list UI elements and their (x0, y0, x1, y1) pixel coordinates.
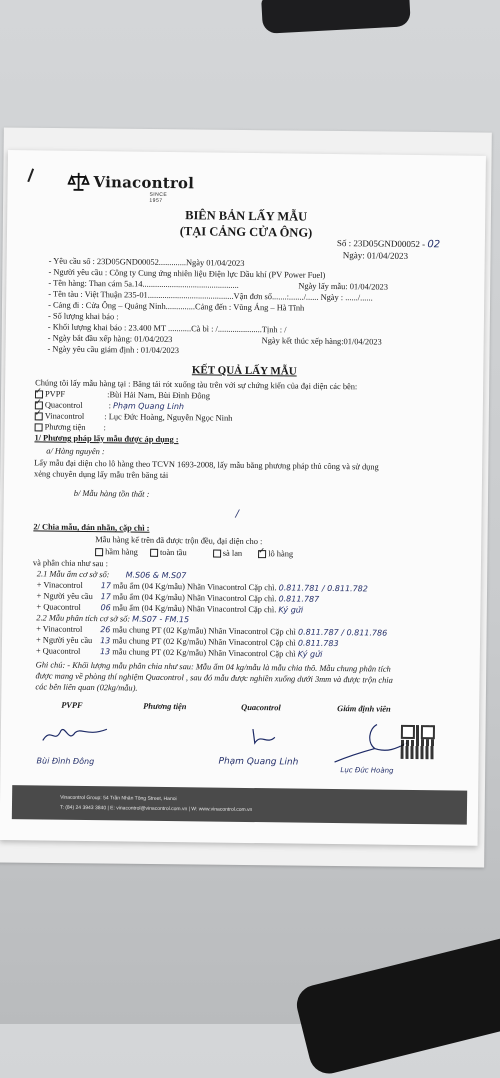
ports: - Cảng đi : Cửa Ông – Quảng Ninh..............Cảng đến : Vũng Áng – Hà Tĩnh (48, 300, 305, 313)
row21-party: + Quacontrol (36, 602, 81, 612)
method-a-text-2: xẻng chuyên dụng lấy mẫu trên băng tải (33, 469, 169, 480)
row21-seal: 0.811.781 / 0.811.782 (278, 583, 368, 594)
party-vinacontrol (35, 411, 233, 422)
row21-text: mẫu ẩm (04 Kg/mẫu) Nhãn Vinacontrol Cặp chì. (113, 581, 277, 593)
option-lot-label: lô hàng (268, 549, 294, 559)
row22-party: + Vinacontrol (36, 624, 83, 634)
note-line-3: các bên liên quan (02kg/mẫu). (35, 682, 138, 693)
result-title: KẾT QUẢ LẤY MẪU (191, 364, 297, 378)
doc-number (337, 238, 440, 250)
party-vinacontrol-label: Vinacontrol (44, 411, 85, 421)
s22-label: 2.2 Mẫu phân tích cơ sở số: (36, 613, 131, 624)
footer-address: Vinacontrol Group: 54 Trần Nhân Tông Street, Hanoi (60, 794, 177, 803)
row22-text: mẫu chung PT (02 Kg/mẫu) Nhãn Vinacontrol Cặp chì (112, 647, 296, 659)
logo-since: SINCE 1957 (149, 191, 168, 204)
declared-quantity: - Số lượng khai báo : (47, 311, 119, 322)
signature-quacontrol-name: Phạm Quang Linh (218, 756, 299, 768)
distribute-text: và phân chia như sau : (32, 558, 109, 569)
footer-contact: T: (84) 24 3943 3840 | E: vinacontrol@vinacontrol.com.vn | W: www.vinacontrol.com.vn (59, 804, 253, 814)
checkbox-whole-ship[interactable] (150, 549, 158, 557)
s21-label: 2.1 Mẫu ẩm cơ sở số: (36, 569, 112, 580)
inspection-date: - Ngày yêu cầu giám định : 01/04/2023 (47, 344, 180, 356)
party-pvpf-label: PVPF (44, 389, 66, 399)
request-number-text: Yêu cầu số : 23D05GND00052.............Ngày 01/04/2023 (53, 256, 245, 268)
row21-qty: 17 (100, 592, 111, 602)
row22-qty: 13 (100, 636, 111, 646)
s22-handwriting: M.S07 - FM.15 (132, 614, 190, 625)
method-b-heading: b/ Mẫu hàng tồn thất : (73, 488, 150, 499)
ports-text: Cảng đi : Cửa Ông – Quảng Ninh..............Cảng đến : Vũng Áng – Hà Tĩnh (52, 300, 305, 313)
party-vessel-label: Phương tiện (44, 422, 86, 432)
split-options (95, 547, 293, 558)
signature-inspector (330, 722, 411, 771)
sig-label-inspector: Giám định viên (337, 704, 391, 714)
logo-text: Vinacontrol (93, 173, 195, 193)
party-vessel (35, 422, 106, 432)
row21-party: + Người yêu cầu (36, 591, 93, 602)
row22-party: + Quacontrol (35, 646, 81, 656)
vessel-name-text: Tên tàu : Việt Thuận 235-01.........................................Vận đơn số.......:......./...... Ngày : ....../...... (52, 289, 373, 303)
row22-seal: Ký gửi (297, 649, 323, 659)
request-number: - Yêu cầu số : 23D05GND00052.............Ngày 01/04/2023 (48, 256, 245, 268)
requester: - Người yêu cầu : Công ty Cung ứng nhiên liệu Điện lực Dầu khí (PV Power Fuel) (48, 267, 326, 280)
declared-quantity-text: Số lượng khai báo : (52, 311, 119, 322)
inspection-date-text: Ngày yêu cầu giám định : 01/04/2023 (52, 344, 180, 356)
checkbox-vessel[interactable] (35, 423, 43, 431)
doc-title: BIÊN BẢN LẤY MẪU (185, 208, 308, 224)
signature-quacontrol-initial (249, 727, 279, 747)
checkbox-hold[interactable] (95, 548, 103, 556)
row21-qty: 17 (100, 581, 112, 591)
option-hold-label: hầm hàng (105, 547, 138, 557)
declared-weight-text: Khối lượng khai báo : 23.400 MT ...........Cà bì : /.....................Tịnh : / (52, 322, 287, 335)
row21-qty: 06 (100, 603, 111, 613)
party-quacontrol (35, 400, 184, 411)
result-intro: Chúng tôi lấy mẫu hàng tại : Băng tải rót xuống tàu trên với sự chứng kiến của đại diện các bên: (35, 378, 358, 392)
s22-heading (36, 613, 189, 624)
row22-seal: 0.811.787 / 0.811.786 (297, 627, 388, 638)
note-line-2: được mang về phòng thí nghiệm Quacontrol , sau đó mẫu được nghiền xuống dưới 3mm và được trộn chia (35, 671, 393, 685)
checkbox-barge[interactable] (213, 550, 221, 558)
party-pvpf-value: :Bùi Hải Nam, Bùi Đình Đông (107, 390, 211, 401)
option-barge-label: sà lan (222, 548, 243, 558)
party-quacontrol-handwriting: Phạm Quang Linh (113, 401, 185, 412)
party-vessel-value: : (103, 423, 106, 433)
sig-label-pvpf: PVPF (61, 700, 83, 710)
row22-text: mẫu chung PT (02 Kg/mẫu) Nhãn Vinacontrol Cặp chì (112, 625, 296, 637)
sampling-date: Ngày lấy mẫu: 01/04/2023 (298, 281, 388, 292)
footer-bar (12, 785, 467, 825)
doc-subtitle: (TẠI CẢNG CỬA ÔNG) (179, 224, 313, 240)
row22-qty: 26 (100, 625, 111, 635)
row22-party: + Người yêu cầu (35, 635, 93, 646)
vessel-name: - Tên tàu : Việt Thuận 235-01.........................................Vận đơn số.......:......./...... Ngày : ....../...... (48, 289, 373, 303)
s21-heading (37, 569, 187, 580)
method-b-slash: / (235, 508, 240, 520)
signature-pvpf-name: Bùi Đình Đông (36, 756, 95, 767)
dark-object-top (261, 0, 411, 34)
note-line-1: Ghi chú: - Khối lượng mẫu phân chia như sau: Mẫu ẩm 04 kg/mẫu là mẫu chia thô. Mẫu chung phân tích (35, 660, 391, 674)
signature-inspector-name: Lục Đức Hoàng (340, 766, 394, 775)
doc-number-label: Số (336, 238, 347, 249)
row22-quacontrol (36, 646, 323, 659)
loading-start-text: Ngày bắt đầu xếp hàng: 01/04/2023 (52, 333, 173, 345)
option-whole-ship-label: toàn tầu (159, 547, 187, 558)
loading-end: Ngày kết thúc xếp hàng:01/04/2023 (261, 336, 382, 347)
document-page (0, 150, 486, 846)
checkbox-vinacontrol[interactable] (35, 412, 43, 420)
requester-text: Người yêu cầu : Công ty Cung ứng nhiên liệu Điện lực Dầu khí (PV Power Fuel) (53, 267, 326, 280)
split-text: Mẫu hàng kế trên đã được trộn đều, đại diện cho : (95, 535, 263, 547)
signature-pvpf (41, 722, 111, 747)
split-heading: 2/ Chia mẫu, đán nhãn, cặp chì : (33, 522, 150, 533)
declared-weight: - Khối lượng khai báo : 23.400 MT ...........Cà bì : /.....................Tịnh : / (47, 322, 287, 335)
method-a-text-1: Lấy mẫu đại diện cho lô hàng theo TCVN 1693-2008, lấy mẫu bằng phương pháp thủ công và sử dụng (34, 458, 379, 472)
row21-text: mẫu ẩm (04 Kg/mẫu) Nhãn Vinacontrol Cặp chì. (112, 592, 277, 604)
goods-name-text: Tên hàng: Than cám 5a.14.............................................. (53, 278, 239, 290)
party-quacontrol-value: : (108, 401, 112, 411)
margin-mark (27, 168, 34, 182)
row21-quacontrol (36, 602, 303, 614)
doc-date: Ngày: 01/04/2023 (342, 250, 409, 261)
qr-code (401, 725, 435, 759)
row21-seal: 0.811.787 (278, 594, 320, 604)
method-a-heading: a/ Hàng nguyên : (46, 446, 105, 457)
checkbox-lot[interactable] (258, 550, 266, 558)
row21-party: + Vinacontrol (36, 580, 83, 590)
sig-label-vessel: Phương tiện (143, 701, 187, 712)
row22-text: mẫu chung PT (02 Kg/mẫu) Nhãn Vinacontrol Cặp chì (112, 636, 296, 648)
goods-name: - Tên hàng: Than cám 5a.14.............................................. (48, 278, 239, 290)
s21-handwriting: M.S06 & M.S07 (125, 570, 187, 581)
loading-start: - Ngày bắt đầu xếp hàng: 01/04/2023 (47, 333, 173, 345)
doc-number-suffix: 02 (427, 239, 441, 251)
method-heading: 1/ Phương pháp lấy mẫu được áp dụng : (34, 433, 179, 445)
dark-object-bottom (293, 932, 500, 1077)
logo-scale-icon (67, 171, 89, 193)
row21-seal: Ký gửi (278, 605, 304, 615)
row22-qty: 13 (99, 647, 111, 657)
doc-number-value: : 23D05GND00052 - (348, 238, 428, 250)
sig-label-quacontrol: Quacontrol (241, 702, 281, 713)
row21-text: mẫu ẩm (04 Kg/mẫu) Nhãn Vinacontrol Cặp chì. (112, 603, 277, 615)
party-vinacontrol-value: : Lục Đức Hoàng, Nguyễn Ngọc Ninh (104, 412, 233, 423)
row22-seal: 0.811.783 (297, 638, 339, 649)
party-pvpf (35, 389, 210, 400)
party-quacontrol-label: Quacontrol (44, 400, 83, 410)
